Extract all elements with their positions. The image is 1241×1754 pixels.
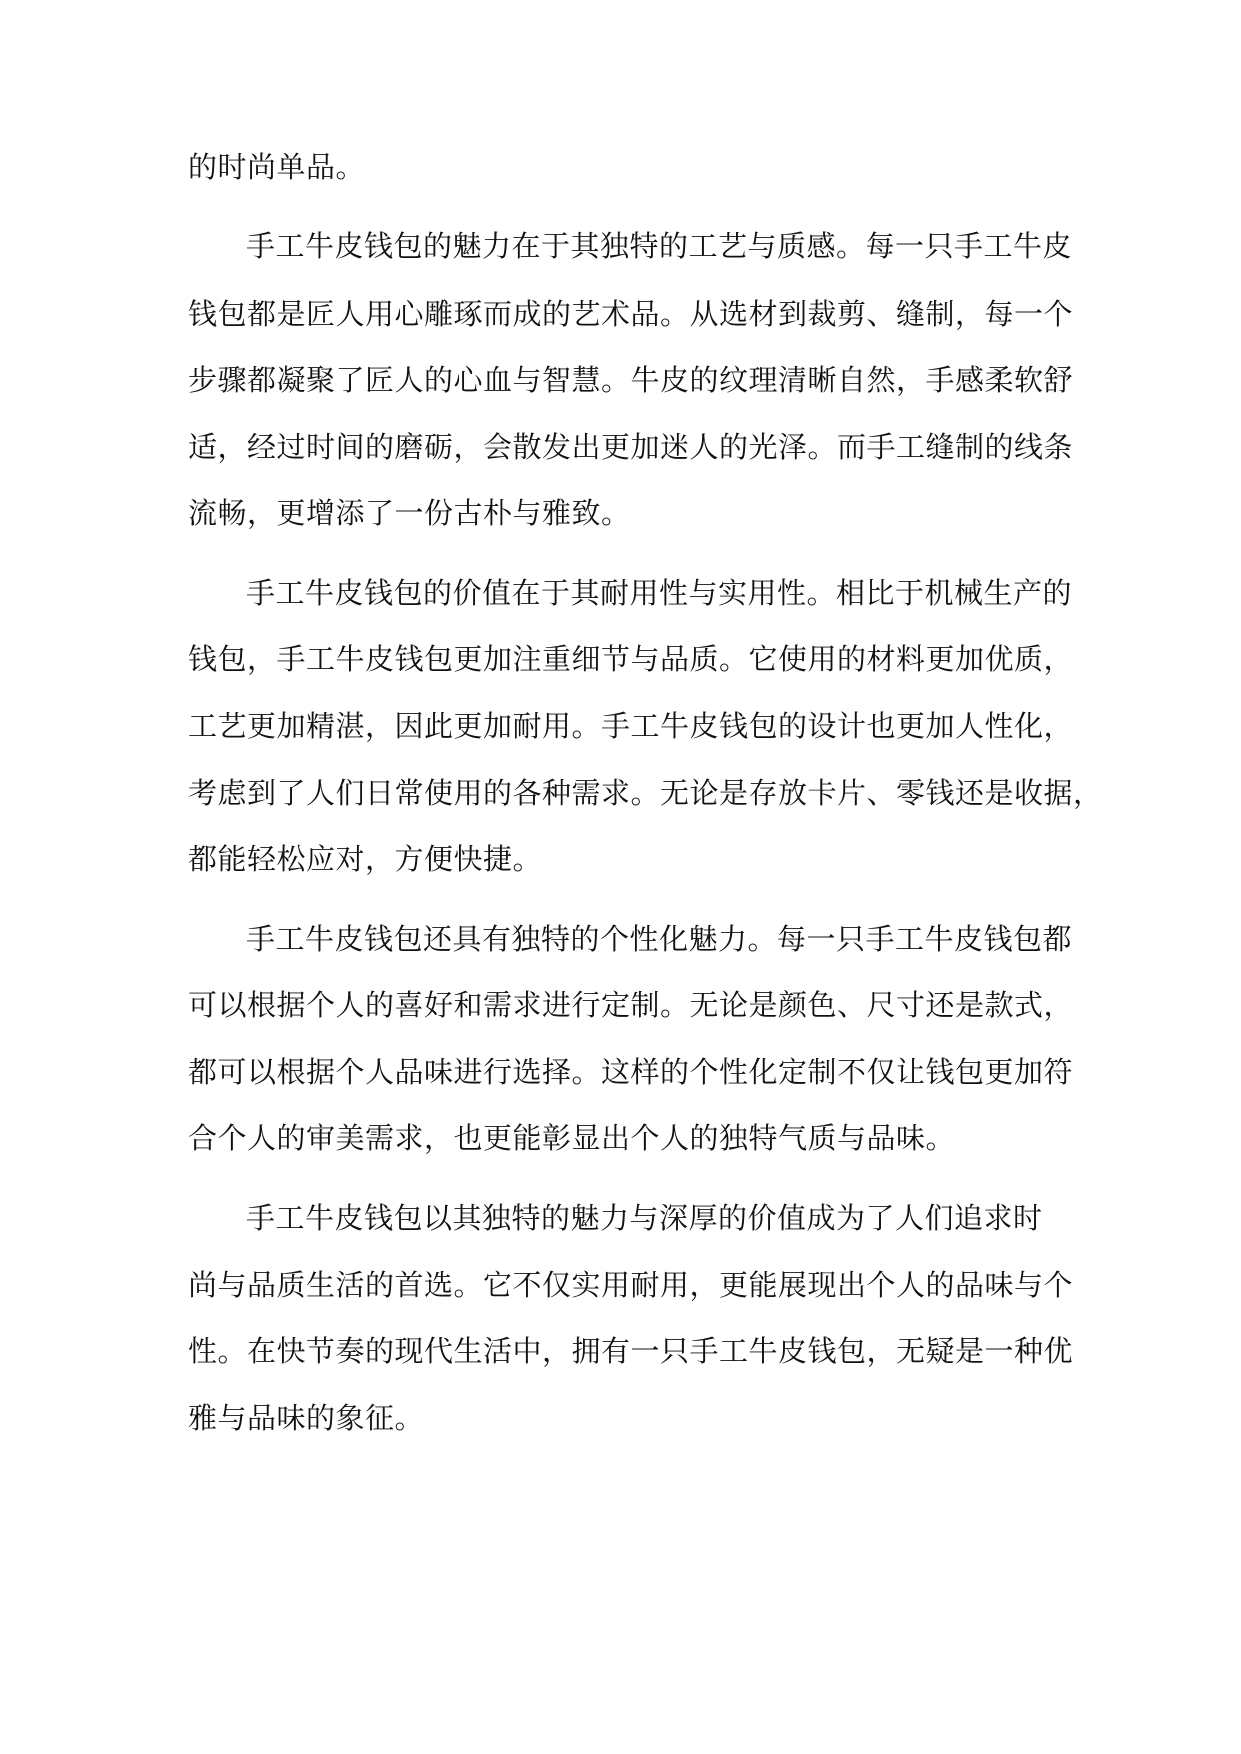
text-line: 尚与品质生活的首选。它不仅实用耐用，更能展现出个人的品味与个 [188,1268,1074,1302]
text-line: 都可以根据个人品味进行选择。这样的个性化定制不仅让钱包更加符 [188,1055,1074,1089]
paragraph-first-line: 手工牛皮钱包的价值在于其耐用性与实用性。相比于机械生产的 [246,576,1073,610]
text-line: 考虑到了人们日常使用的各种需求。无论是存放卡片、零钱还是收据， [188,776,1103,810]
text-line: 合个人的审美需求，也更能彰显出个人的独特气质与品味。 [188,1121,956,1155]
text-line: 雅与品味的象征。 [188,1401,425,1435]
text-line: 可以根据个人的喜好和需求进行定制。无论是颜色、尺寸还是款式， [188,988,1074,1022]
text-line: 适，经过时间的磨砺，会散发出更加迷人的光泽。而手工缝制的线条 [188,430,1074,464]
text-line: 性。在快节奏的现代生活中，拥有一只手工牛皮钱包，无疑是一种优 [188,1334,1074,1368]
text-line: 都能轻松应对，方便快捷。 [188,842,543,876]
paragraph-first-line: 手工牛皮钱包还具有独特的个性化魅力。每一只手工牛皮钱包都 [246,922,1073,956]
text-line: 流畅，更增添了一份古朴与雅致。 [188,496,631,530]
paragraph-first-line: 手工牛皮钱包的魅力在于其独特的工艺与质感。每一只手工牛皮 [246,229,1073,263]
text-line: 钱包，手工牛皮钱包更加注重细节与品质。它使用的材料更加优质， [188,642,1074,676]
text-line: 工艺更加精湛，因此更加耐用。手工牛皮钱包的设计也更加人性化， [188,709,1074,743]
text-line: 钱包都是匠人用心雕琢而成的艺术品。从选材到裁剪、缝制，每一个 [188,297,1074,331]
text-line: 步骤都凝聚了匠人的心血与智慧。牛皮的纹理清晰自然，手感柔软舒 [188,363,1074,397]
text-line: 的时尚单品。 [188,150,366,184]
paragraph-first-line: 手工牛皮钱包以其独特的魅力与深厚的价值成为了人们追求时 [246,1201,1043,1235]
